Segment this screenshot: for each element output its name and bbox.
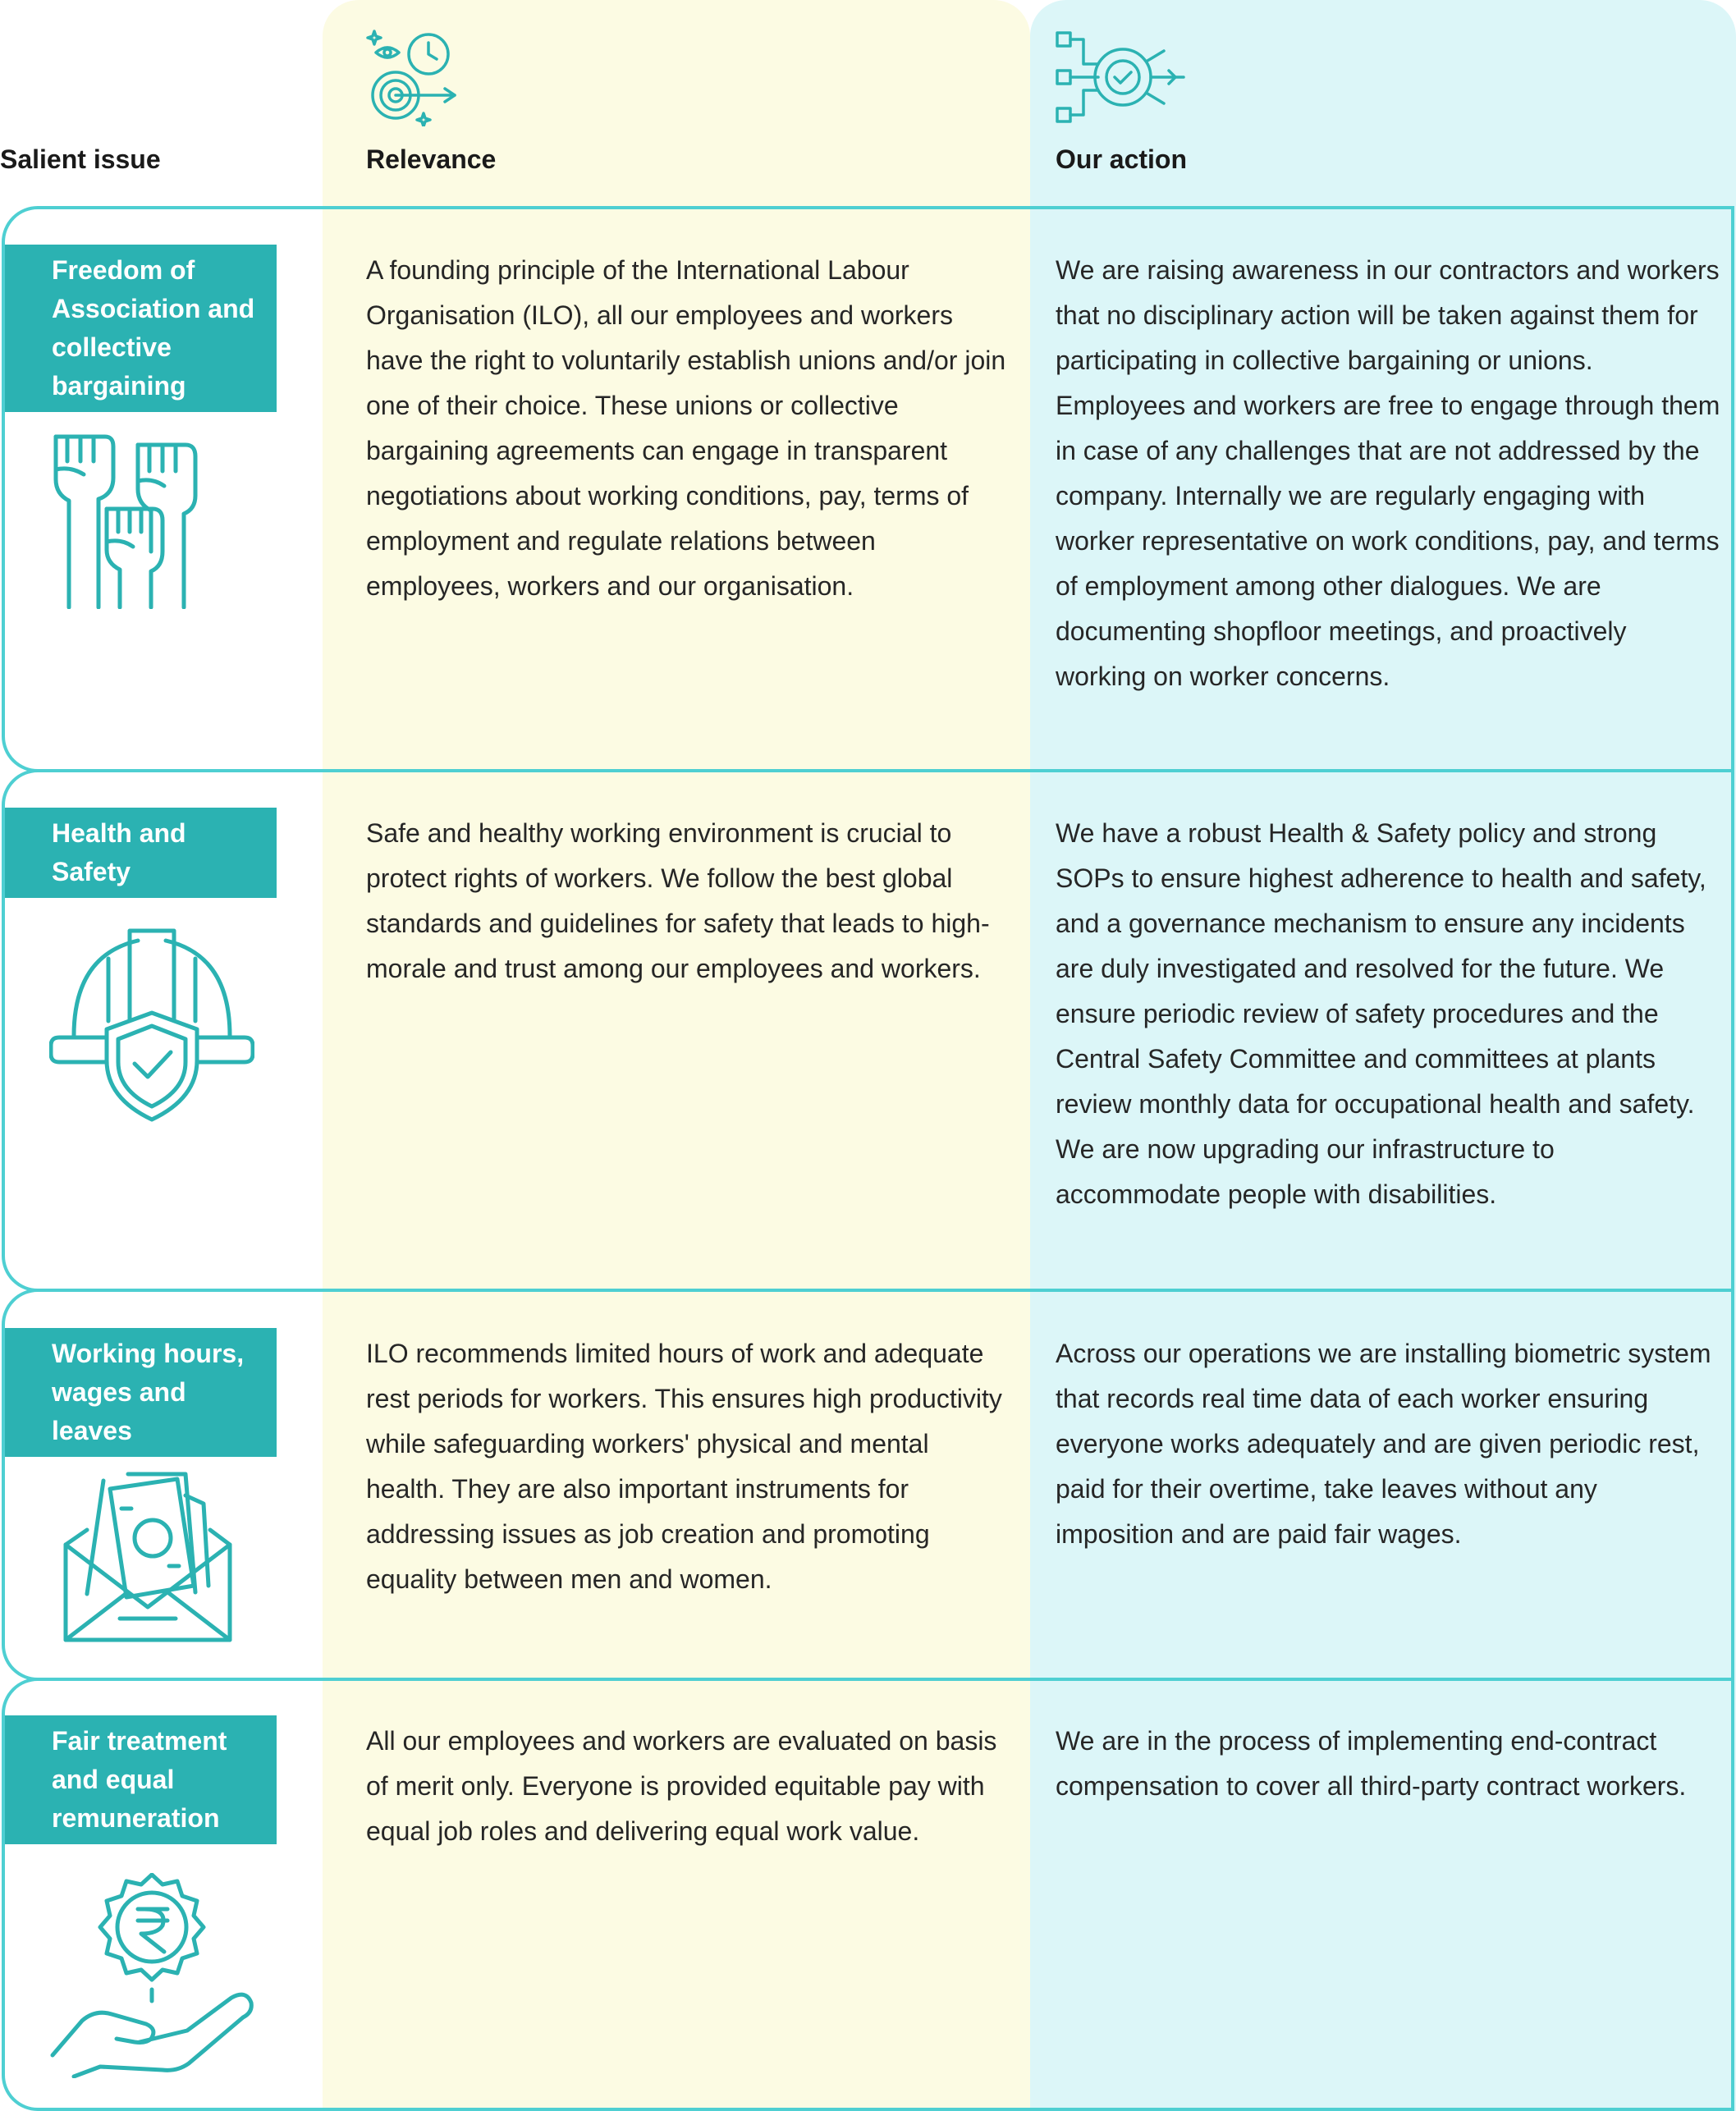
relevance-header: Relevance — [366, 144, 497, 174]
action-text: We have a robust Health & Safety policy and strong SOPs to ensure highest adherence to health and safety, and a governance mechanism to ensure any incidents are duly investigated and resolved for the future. We ensure periodic review of safety procedures and the Central Safety Committee and committees at plants review monthly data for occupational health and safety. We are now upgrading our infrastructure to accommodate people with disabilities. — [1056, 818, 1706, 1209]
relevance-text: Safe and healthy working environment is crucial to protect rights of workers. We follow the best global standards and guidelines for safety that leads to high-morale and trust among our employees and workers. — [366, 818, 990, 983]
money-envelope-icon — [62, 1471, 235, 1645]
salient-issue-header: Salient issue — [0, 144, 161, 174]
action-text: Across our operations we are installing biometric system that records real time data of each worker ensuring everyone works adequately and are given periodic rest, paid for their overtime, take leaves without any imposition and are paid fair wages. — [1056, 1339, 1711, 1549]
relevance-text: All our employees and workers are evaluated on basis of merit only. Everyone is provided equitable pay with equal job roles and delivering equal work value. — [366, 1726, 997, 1846]
raised-fists-icon — [48, 428, 212, 609]
relevance-text: A founding principle of the International Labour Organisation (ILO), all our employees and workers have the right to voluntarily establish unions and/or join one of their choice. These unions or collective bargaining agreements can engage in transparent negotiations about working conditions, pay, terms of employment and regulate relations between employees, workers and our organisation. — [366, 255, 1006, 601]
issue-label: Working hours, wages and leaves — [5, 1328, 277, 1457]
target-clock-icon — [366, 30, 458, 126]
helmet-shield-icon — [49, 923, 254, 1128]
issue-label: Fair treatment and equal remuneration — [5, 1715, 277, 1844]
action-text: We are in the process of implementing end-contract compensation to cover all third-party contract workers. — [1056, 1726, 1687, 1801]
rupee-gear-hand-icon — [49, 1873, 254, 2078]
relevance-text: ILO recommends limited hours of work and adequate rest periods for workers. This ensures high productivity while safeguarding workers' physical and mental health. They are also important instruments for addressing issues as job creation and promoting equality between men and women. — [366, 1339, 1002, 1594]
action-text: We are raising awareness in our contractors and workers that no disciplinary action will be taken against them for participating in collective bargaining or unions. Employees and workers are free to engage through them in case of any challenges that are not addressed by the company. Internally we are regularly engaging with worker representative on work conditions, pay, and terms of employment among other dialogues. We are documenting shopfloor meetings, and proactively working on worker concerns. — [1056, 255, 1720, 691]
action-header: Our action — [1056, 144, 1188, 174]
process-check-icon — [1056, 31, 1187, 123]
issue-label: Freedom of Association and collective bargaining — [5, 245, 277, 412]
issue-label: Health and Safety — [5, 808, 277, 898]
